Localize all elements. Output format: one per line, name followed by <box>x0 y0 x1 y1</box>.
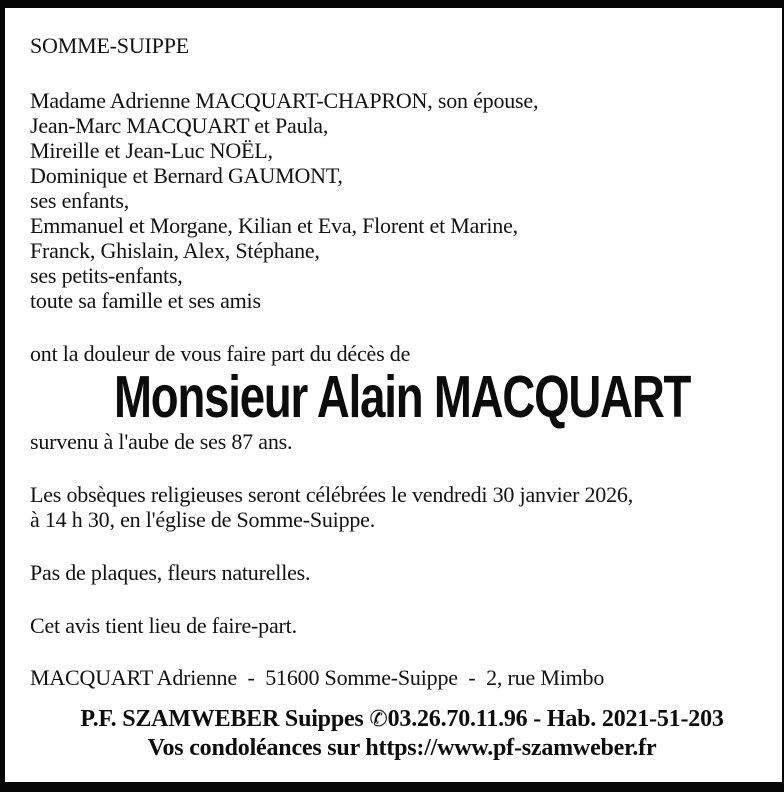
obituary-notice <box>5 8 782 782</box>
flowers-note: Pas de plaques, fleurs naturelles. <box>30 560 311 585</box>
family-line: Madame Adrienne MACQUART-CHAPRON, son épouse, <box>30 88 539 113</box>
ceremony-info <box>30 482 774 532</box>
funeral-home-footer <box>30 705 774 763</box>
family-line: Emmanuel et Morgane, Kilian et Eva, Florent et Marine, <box>30 213 518 238</box>
phone-icon: ✆ <box>369 707 388 732</box>
funeral-home-line <box>30 705 774 734</box>
family-line: ses enfants, <box>30 188 130 213</box>
family-list <box>30 88 774 313</box>
ceremony-line: à 14 h 30, en l'église de Somme-Suippe. <box>30 507 376 532</box>
family-line: toute sa famille et ses amis <box>30 288 261 313</box>
city-title: SOMME-SUIPPE <box>30 33 189 58</box>
funeral-home-phone-hab: 03.26.70.11.96 - Hab. 2021-51-203 <box>387 706 724 732</box>
family-line: Franck, Ghislain, Alex, Stéphane, <box>30 238 320 263</box>
death-detail-line: survenu à l'aube de ses 87 ans. <box>30 429 293 454</box>
faire-part-note: Cet avis tient lieu de faire-part. <box>30 613 297 638</box>
family-line: Jean-Marc MACQUART et Paula, <box>30 113 329 138</box>
family-line: Mireille et Jean-Luc NOËL, <box>30 138 273 163</box>
announcement-line: ont la douleur de vous faire part du décès de <box>30 341 411 366</box>
family-line: Dominique et Bernard GAUMONT, <box>30 163 343 188</box>
funeral-home-name: P.F. SZAMWEBER Suippes <box>80 706 370 732</box>
condolences-line: Vos condoléances sur https://www.pf-szamweber.fr <box>147 735 657 761</box>
deceased-name: Monsieur Alain MACQUART <box>113 363 691 431</box>
contact-address-line: MACQUART Adrienne - 51600 Somme-Suippe - 2, rue Mimbo <box>30 665 605 690</box>
family-line: ses petits-enfants, <box>30 263 183 288</box>
deceased-name-row <box>30 363 774 431</box>
ceremony-line: Les obsèques religieuses seront célébrées le vendredi 30 janvier 2026, <box>30 482 634 507</box>
